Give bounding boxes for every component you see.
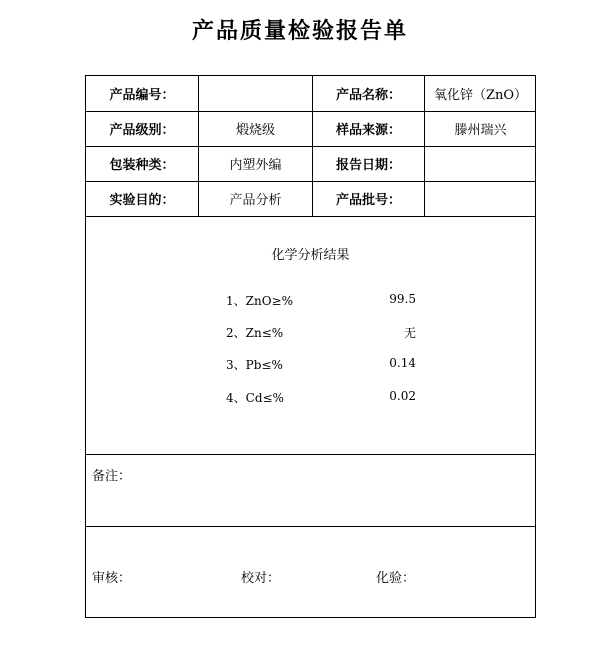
analysis-title: 化学分析结果 (271, 248, 350, 263)
analysis-item-value: 0.02 (389, 389, 416, 403)
analysis-item-value: 无 (403, 326, 416, 340)
value-batch-number (425, 181, 536, 216)
label-sample-source: 样品来源： (335, 123, 401, 138)
analysis-item-value: 99.5 (389, 292, 416, 306)
value-purpose: 产品分析 (229, 193, 282, 208)
signature-review: 审核： (92, 571, 132, 586)
label-product-code: 产品编号： (109, 88, 175, 103)
signature-test: 化验： (376, 571, 416, 586)
signature-check: 校对： (241, 571, 281, 586)
label-batch-number: 产品批号： (335, 193, 401, 208)
analysis-item-name: 3、Pb≤% (226, 358, 283, 372)
label-product-grade: 产品级别： (109, 123, 175, 138)
analysis-item-name: 2、Zn≤% (226, 326, 284, 340)
grid-line (86, 216, 535, 217)
page-title: 产品质量检验报告单 (191, 19, 408, 44)
label-report-date: 报告日期： (335, 158, 401, 173)
label-purpose: 实验目的： (109, 193, 175, 208)
analysis-item-value: 0.14 (389, 356, 416, 370)
value-sample-source: 滕州瑞兴 (454, 123, 507, 138)
value-product-code (199, 76, 312, 111)
label-packaging: 包装种类： (109, 158, 175, 173)
value-packaging: 内塑外编 (229, 158, 282, 173)
section-divider (86, 526, 535, 527)
remarks-label: 备注： (92, 469, 132, 484)
report-form (85, 75, 536, 618)
analysis-item-name: 4、Cd≤% (226, 391, 284, 405)
analysis-item-name: 1、ZnO≥% (226, 294, 293, 308)
value-report-date (425, 146, 536, 181)
label-product-name: 产品名称： (335, 88, 401, 103)
value-product-name: 氧化锌（ZnO） (433, 88, 528, 103)
section-divider (86, 454, 535, 455)
value-product-grade: 煅烧级 (235, 123, 275, 138)
